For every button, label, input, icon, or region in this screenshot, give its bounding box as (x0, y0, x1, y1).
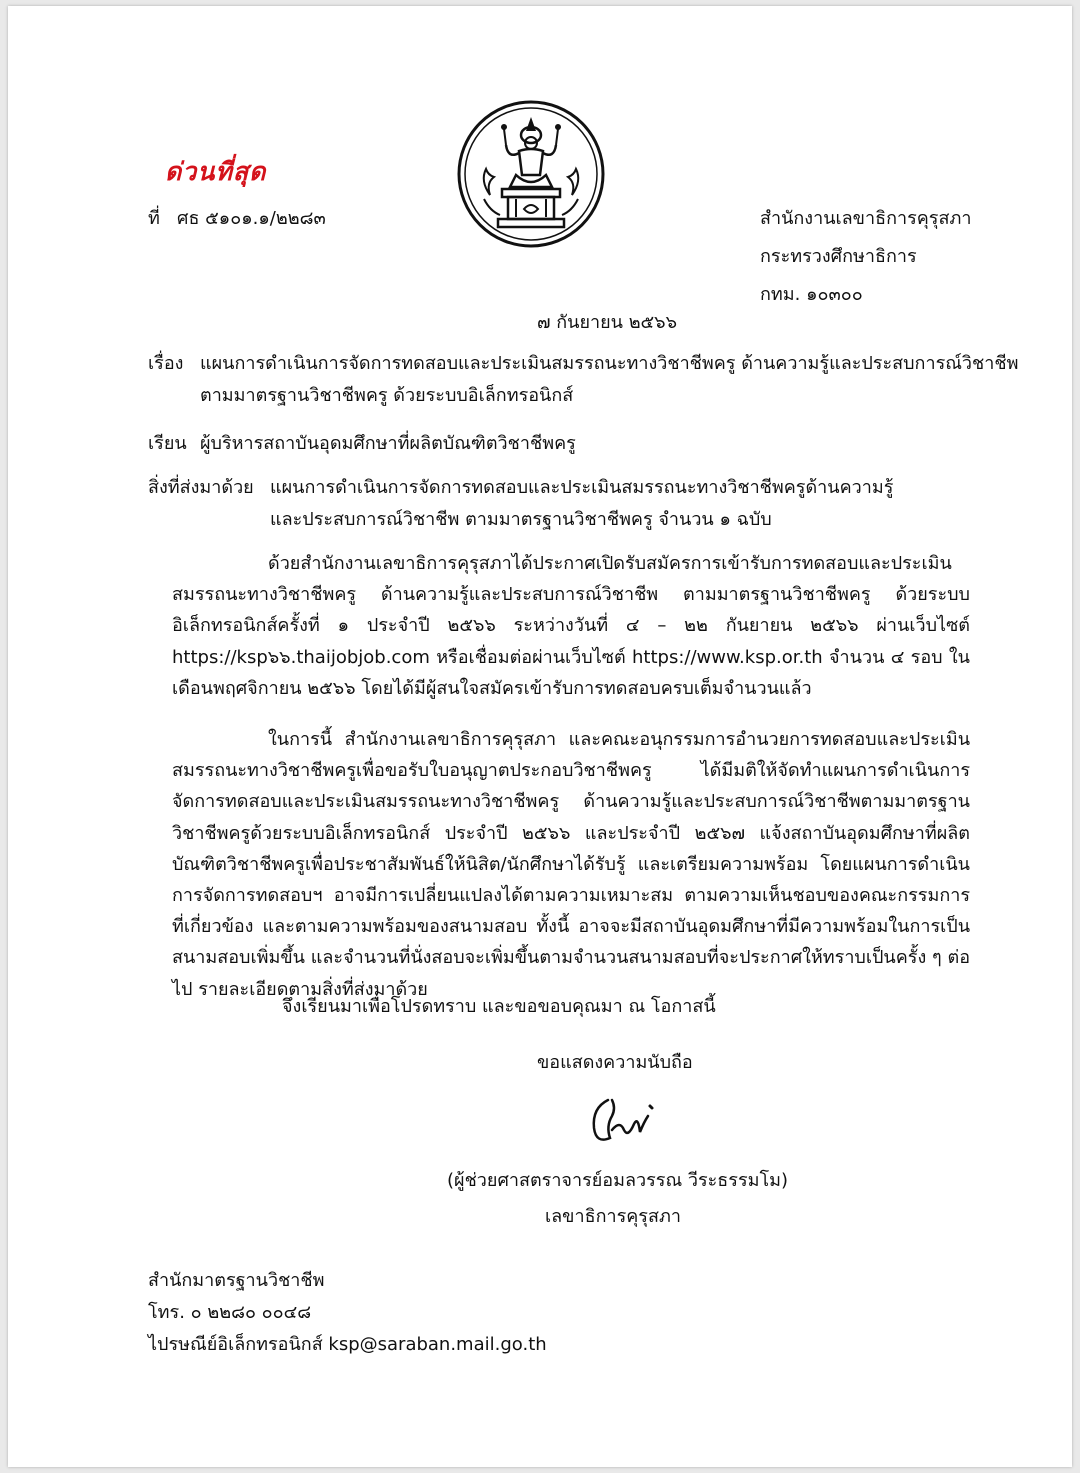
closing-request: จึงเรียนมาเพื่อโปรดทราบ และขอขอบคุณมา ณ โอกาสนี้ (282, 996, 716, 1017)
footer-email: ไปรษณีย์อิเล็กทรอนิกส์ ksp@saraban.mail.go.th (148, 1334, 547, 1355)
document-ref (148, 208, 326, 230)
signer-title: เลขาธิการคุรุสภา (545, 1206, 681, 1227)
footer-office: สำนักมาตรฐานวิชาชีพ (148, 1270, 325, 1291)
sender-office: สำนักงานเลขาธิการคุรุสภา (760, 208, 972, 229)
enclosure-line-2: และประสบการณ์วิชาชีพ ตามมาตรฐานวิชาชีพครู จำนวน ๑ ฉบับ (270, 509, 772, 530)
sender-postcode: กทม. ๑๐๓๐๐ (760, 284, 863, 305)
enclosure-line-1: แผนการดำเนินการจัดการทดสอบและประเมินสมรรถนะทางวิชาชีพครูด้านความรู้ (270, 477, 894, 498)
ref-prefix: ที่ (148, 208, 160, 229)
urgency-stamp: ด่วนที่สุด (165, 157, 267, 186)
signature (586, 1086, 658, 1158)
subject-line-2: ตามมาตรฐานวิชาชีพครู ด้วยระบบอิเล็กทรอนิกส์ (200, 385, 574, 406)
recipient-label: เรียน (148, 433, 187, 454)
ref-number: ศธ ๕๑๐๑.๑/๒๒๘๓ (177, 208, 326, 229)
body-paragraph-1: ด้วยสำนักงานเลขาธิการคุรุสภาได้ประกาศเปิดรับสมัครการเข้ารับการทดสอบและประเมินสมรรถนะทางวิชาชีพครู ด้านความรู้และประสบการณ์วิชาชีพ ตามมาตรฐานวิชาชีพครู ด้วยระบบอิเล็กทรอนิกส์ครั้งที่ ๑ ประจำปี ๒๕๖๖ ระหว่างวันที่ ๔ – ๒๒ กันยายน ๒๕๖๖ ผ่านเว็บไซต์ https://ksp๖๖.thaijobjob.com หรือเชื่อมต่อผ่านเว็บไซต์ https://www.ksp.or.th จำนวน ๔ รอบ ในเดือนพฤศจิกายน ๒๕๖๖ โดยได้มีผู้สนใจสมัครเข้ารับการทดสอบครบเต็มจำนวนแล้ว (172, 553, 970, 699)
recipient: ผู้บริหารสถาบันอุดมศึกษาที่ผลิตบัณฑิตวิชาชีพครู (200, 433, 576, 454)
salutation: ขอแสดงความนับถือ (537, 1052, 693, 1073)
signer-name: (ผู้ช่วยศาสตราจารย์อมลวรรณ วีระธรรมโม) (447, 1170, 789, 1191)
footer-phone: โทร. ๐ ๒๒๘๐ ๐๐๔๘ (148, 1302, 312, 1323)
subject-label: เรื่อง (148, 353, 184, 374)
letter-date: ๗ กันยายน ๒๕๖๖ (537, 312, 678, 333)
enclosure-label: สิ่งที่ส่งมาด้วย (148, 477, 254, 498)
khurusapha-seal-icon (456, 99, 606, 249)
subject-line-1: แผนการดำเนินการจัดการทดสอบและประเมินสมรรถนะทางวิชาชีพครู ด้านความรู้และประสบการณ์วิชาชีพ (200, 353, 1019, 374)
sender-ministry: กระทรวงศึกษาธิการ (760, 246, 917, 267)
body-paragraph-2: ในการนี้ สำนักงานเลขาธิการคุรุสภา และคณะอนุกรรมการอำนวยการทดสอบและประเมินสมรรถนะทางวิชาชีพครูเพื่อขอรับใบอนุญาตประกอบวิชาชีพครู ได้มีมติให้จัดทำแผนการดำเนินการจัดการทดสอบและประเมินสมรรถนะทางวิชาชีพครู ด้านความรู้และประสบการณ์วิชาชีพตามมาตรฐานวิชาชีพครูด้วยระบบอิเล็กทรอนิกส์ ประจำปี ๒๕๖๖ และประจำปี ๒๕๖๗ แจ้งสถาบันอุดมศึกษาที่ผลิตบัณฑิตวิชาชีพครูเพื่อประชาสัมพันธ์ให้นิสิต/นักศึกษาได้รับรู้ และเตรียมความพร้อม โดยแผนการดำเนินการจัดการทดสอบฯ อาจมีการเปลี่ยนแปลงได้ตามความเหมาะสม ตามความเห็นชอบของคณะกรรมการที่เกี่ยวข้อง และตามความพร้อมของสนามสอบ ทั้งนี้ อาจจะมีสถาบันอุดมศึกษาที่มีความพร้อมในการเป็นสนามสอบเพิ่มขึ้น และจำนวนที่นั่งสอบจะเพิ่มขึ้นตามจำนวนสนามสอบที่จะประกาศให้ทราบเป็นครั้ง ๆ ต่อไป รายละเอียดตามสิ่งที่ส่งมาด้วย (172, 729, 970, 1000)
